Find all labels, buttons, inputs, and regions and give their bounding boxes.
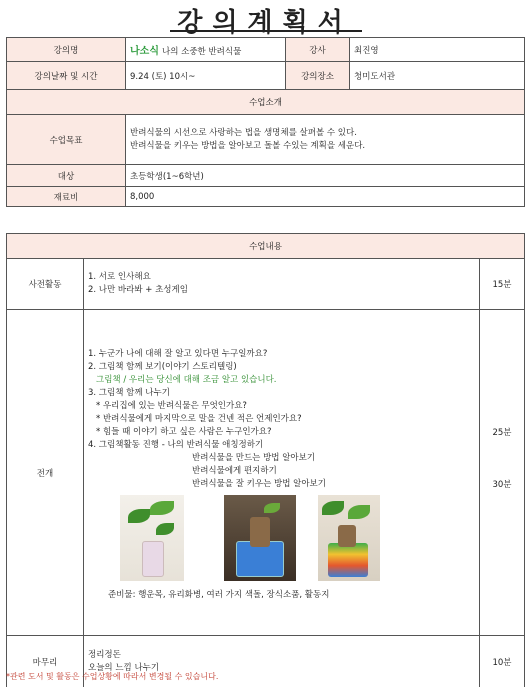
content-table xyxy=(6,233,525,687)
row-pre-activity xyxy=(7,259,525,310)
end-activity-label: 마무리 xyxy=(7,636,84,687)
main-minutes-b: 30분 xyxy=(492,479,512,490)
target-value: 초등학생(1~6학년) xyxy=(126,165,525,187)
main-line: 반려식물을 만드는 방법 알아보기 xyxy=(192,452,316,463)
pre-activity-cell xyxy=(84,259,480,310)
main-line: * 반려식물에게 마지막으로 말을 건넨 적은 언제인가요? xyxy=(96,413,302,424)
lecture-name-cell xyxy=(126,38,286,62)
lecture-brand: 나소식 xyxy=(130,46,159,57)
goal-label: 수업목표 xyxy=(7,115,126,165)
end-minutes: 10분 xyxy=(480,636,525,687)
main-line: 2. 그림책 함께 보기(이야기 스토리텔링) xyxy=(88,361,237,372)
target-label: 대상 xyxy=(7,165,126,187)
plant-photo xyxy=(224,495,296,581)
main-line: * 힘들 때 이야기 하고 싶은 사람은 누구인가요? xyxy=(96,426,272,437)
page-title: 강의계획서 xyxy=(177,8,353,38)
activity-photos xyxy=(88,495,475,589)
goal-cell xyxy=(126,115,525,165)
main-minutes-a: 25분 xyxy=(492,427,512,438)
instructor-label: 강사 xyxy=(286,38,350,62)
main-line: 그림책 / 우리는 당신에 대해 조금 알고 있습니다. xyxy=(96,374,277,385)
intro-header: 수업소개 xyxy=(7,90,525,115)
plant-photo xyxy=(120,495,184,581)
lecture-plan-table xyxy=(6,37,525,207)
main-activity-cell xyxy=(84,310,480,636)
main-activity-label: 전개 xyxy=(7,310,84,636)
row-datetime xyxy=(7,62,525,90)
main-line: 4. 그림책활동 진행 - 나의 반려식물 애칭정하기 xyxy=(88,439,264,450)
pre-minutes: 15분 xyxy=(480,259,525,310)
end-line: 오늘의 느낌 나누기 xyxy=(88,662,160,673)
main-line: 1. 누군가 나에 대해 잘 알고 있다면 누구일까요? xyxy=(88,348,268,359)
pre-line: 1. 서로 인사해요 xyxy=(88,272,151,282)
plant-photo xyxy=(318,495,380,581)
row-intro-header xyxy=(7,90,525,115)
row-fee xyxy=(7,187,525,207)
row-content-header xyxy=(7,234,525,259)
main-line: 반려식물을 잘 키우는 방법 알아보기 xyxy=(192,478,326,489)
datetime-value: 9.24 (토) 10시~ xyxy=(126,62,286,90)
venue-value: 청미도서관 xyxy=(350,62,525,90)
main-line: 반려식물에게 편지하기 xyxy=(192,465,277,476)
instructor-name: 최진영 xyxy=(350,38,525,62)
lecture-label: 강의명 xyxy=(7,38,126,62)
title-underline xyxy=(170,30,362,32)
row-lecture xyxy=(7,38,525,62)
fee-label: 재료비 xyxy=(7,187,126,207)
pre-line: 2. 나만 바라봐 + 초성게임 xyxy=(88,285,188,295)
goal-line: 반려식물의 시선으로 사랑하는 법을 생명체를 살펴볼 수 있다. xyxy=(130,127,357,138)
content-header: 수업내용 xyxy=(7,234,525,259)
pre-activity-label: 사전활동 xyxy=(7,259,84,310)
lecture-name: 나의 소중한 반려식물 xyxy=(161,47,242,57)
goal-line: 반려식물을 키우는 방법을 알아보고 돌볼 수있는 계획을 세운다. xyxy=(130,140,366,151)
row-target xyxy=(7,165,525,187)
end-line: 정리정돈 xyxy=(88,649,121,660)
supplies-line: 준비물: 행운목, 유리화병, 여러 가지 색돌, 장식소품, 활동지 xyxy=(108,589,330,600)
row-goal xyxy=(7,115,525,165)
main-minutes-cell xyxy=(480,310,525,636)
row-main-activity xyxy=(7,310,525,636)
footnote: *관련 도서 및 활동은 수업상황에 따라서 변경될 수 있습니다. xyxy=(6,672,219,681)
main-line: * 우리집에 있는 반려식물은 무엇인가요? xyxy=(96,400,247,411)
datetime-label: 강의날짜 및 시간 xyxy=(7,62,126,90)
main-line: 3. 그림책 함께 나누기 xyxy=(88,387,170,398)
venue-label: 강의장소 xyxy=(286,62,350,90)
fee-value: 8,000 xyxy=(126,187,525,207)
